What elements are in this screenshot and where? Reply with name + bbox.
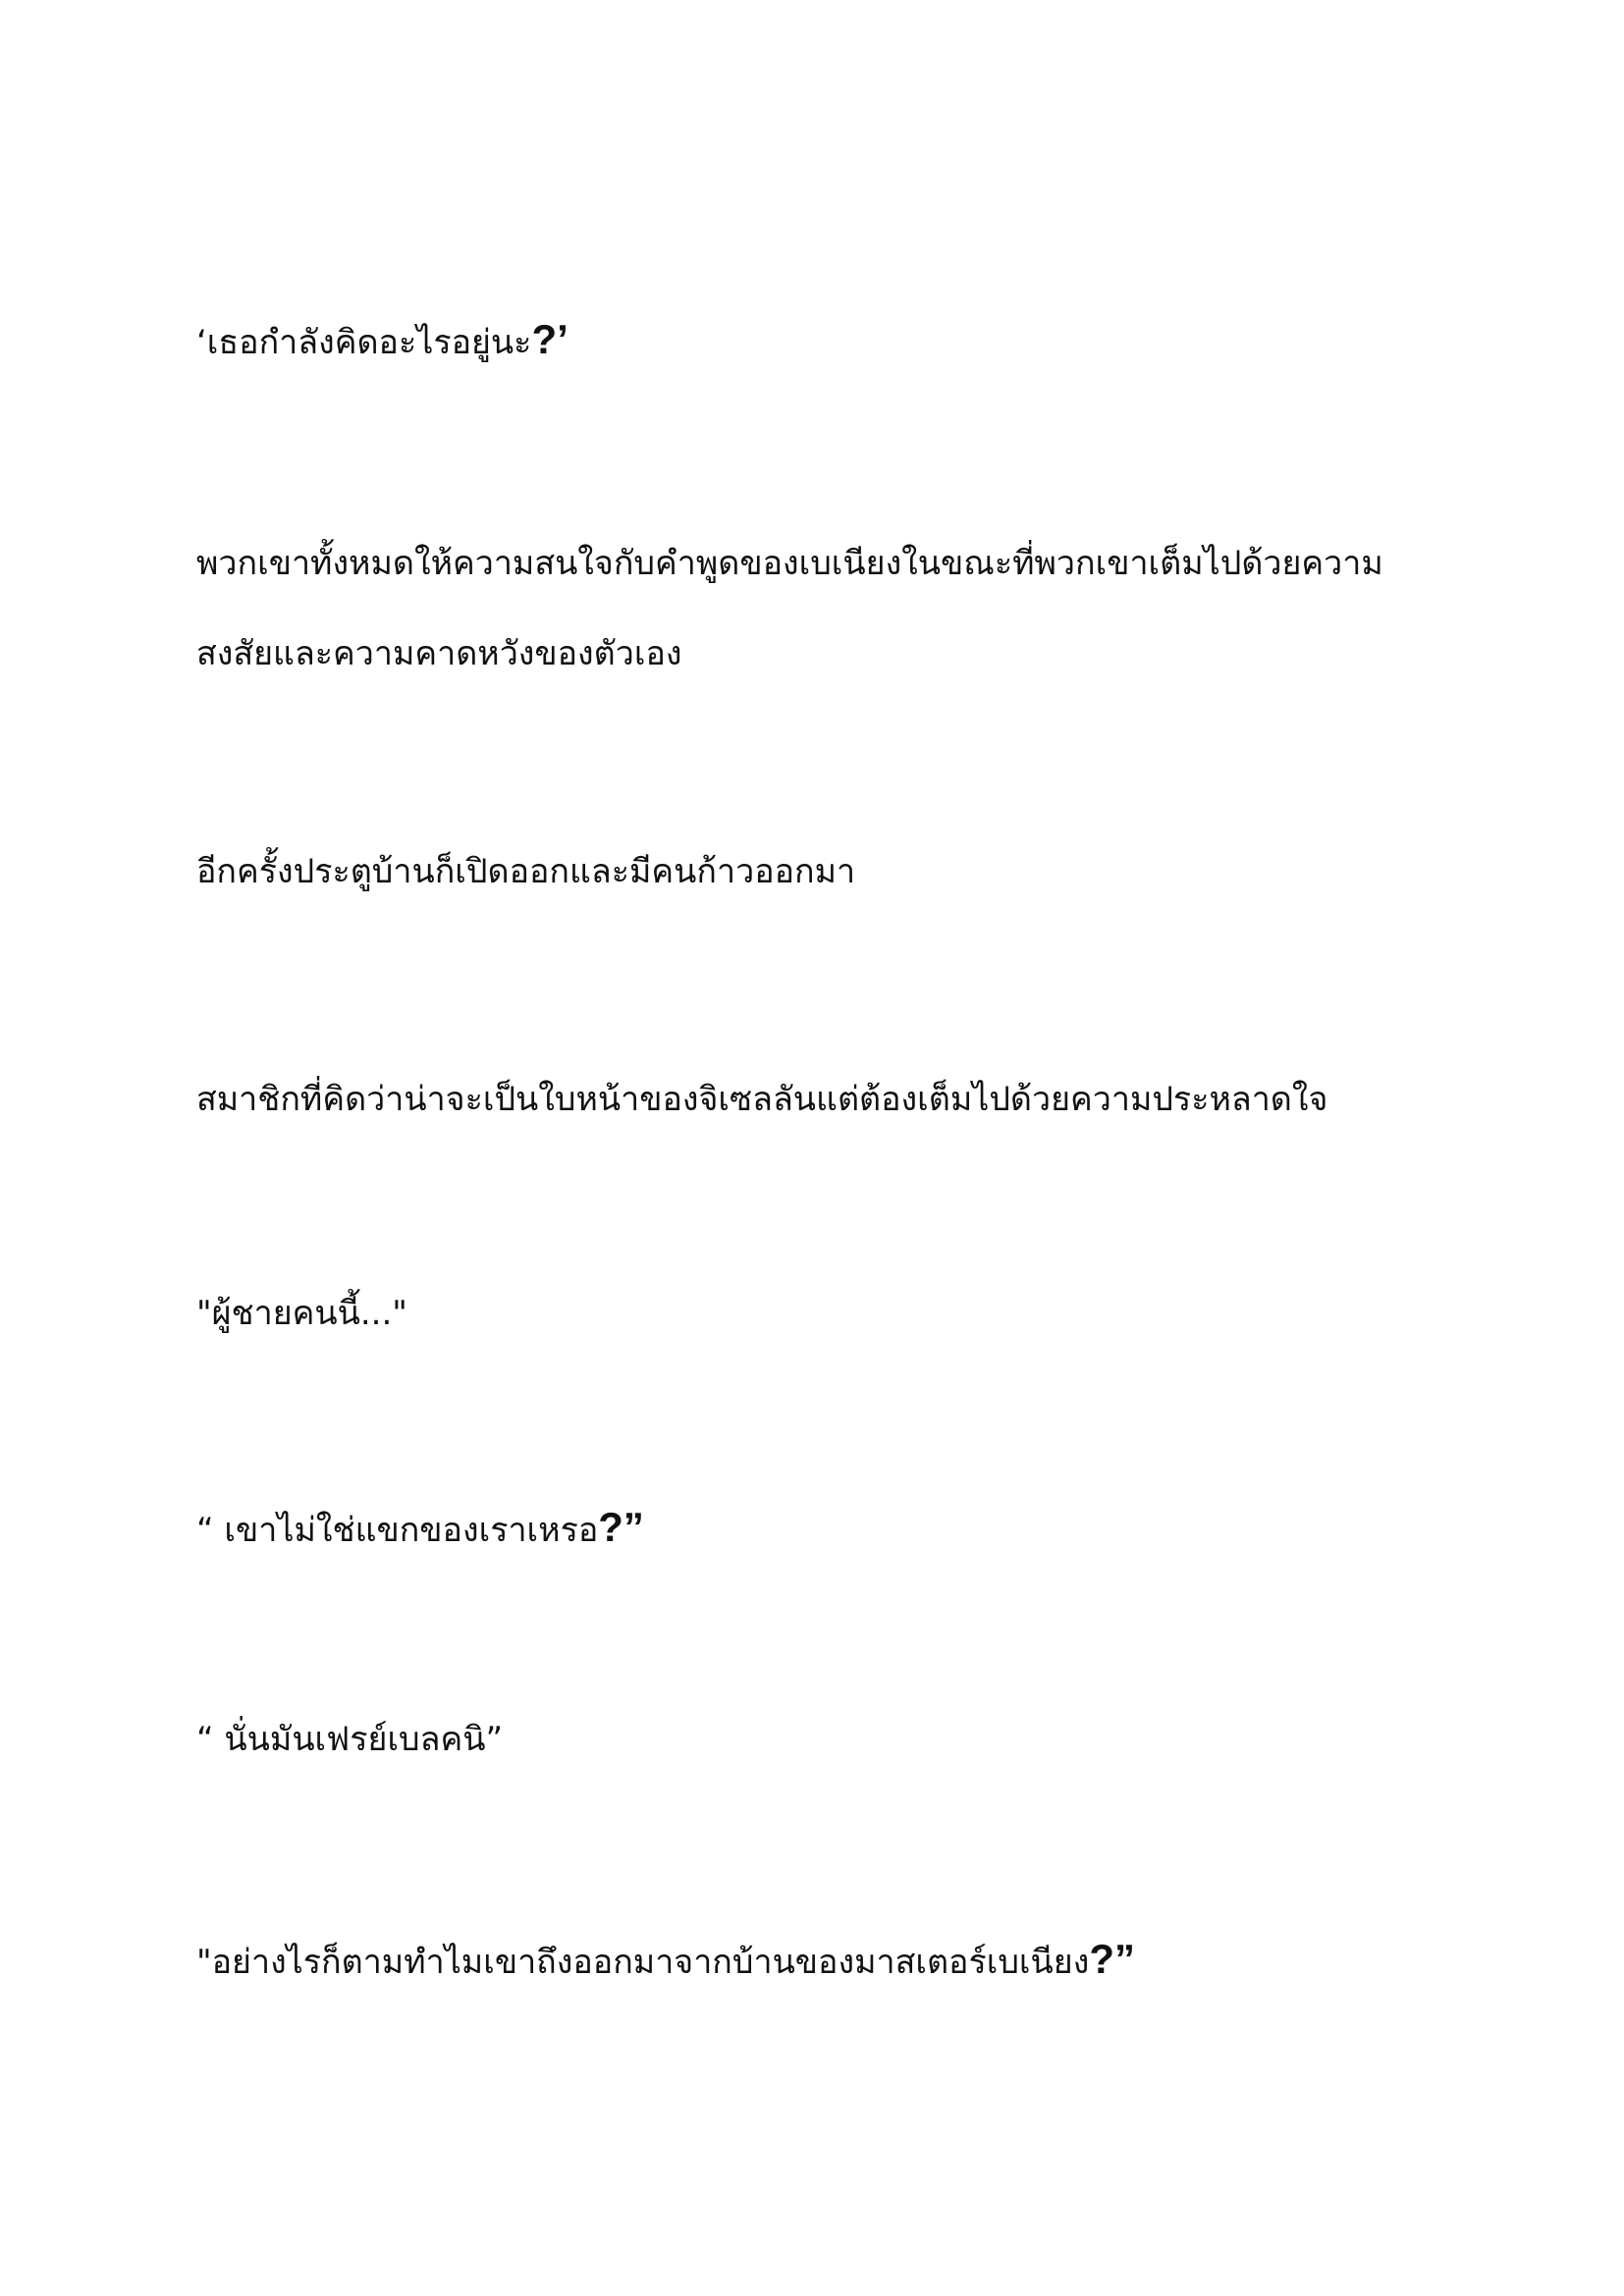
paragraph-4-line-1: สมาชิกที่คิดว่าน่าจะเป็นใบหน้าของจิเซลลันแต่ต้องเต็มไปด้วยความประหลาดใจ	[196, 1080, 1328, 1119]
paragraph-5-line-1: "ผู้ชายคนนี้..."	[196, 1294, 407, 1333]
paragraph-6	[196, 1482, 1434, 1575]
paragraph-8-line-1	[196, 1914, 1434, 2007]
paragraph-8-question-mark: ?”	[1089, 1936, 1135, 1982]
paragraph-7	[196, 1694, 1434, 1785]
paragraph-2-line-1: พวกเขาทั้งหมดให้ความสนใจกับคำพูดของเบเนียงในขณะที่พวกเขาเต็มไปด้วยความ	[196, 544, 1383, 583]
paragraph-1-line-1	[196, 294, 1434, 388]
paragraph-2-line-2: สงสัยและความคาดหวังของตัวเอง	[196, 634, 682, 673]
paragraph-6-question-mark: ?”	[598, 1504, 644, 1550]
paragraph-3	[196, 827, 1434, 917]
paragraph-3-line-1: อีกครั้งประตูบ้านก็เปิดออกและมีคนก้าวออกมา	[196, 852, 856, 891]
paragraph-4	[196, 1054, 1434, 1145]
paragraph-7-line-1: “ นั่นมันเฟรย์เบลคนิ”	[196, 1720, 504, 1759]
paragraph-5	[196, 1268, 1434, 1359]
paragraph-6-text: “ เขาไม่ใช่แขกของเราเหรอ	[196, 1511, 599, 1550]
paragraph-1-question-mark: ?’	[531, 316, 568, 362]
paragraph-2	[196, 518, 1434, 699]
paragraph-1	[196, 294, 1434, 388]
paragraph-8-text: "อย่างไรก็ตามทำไมเขาถึงออกมาจากบ้านของมาสเตอร์เบเนียง	[196, 1943, 1090, 1982]
paragraph-8	[196, 1914, 1434, 2007]
paragraph-6-line-1	[196, 1482, 1434, 1575]
paragraph-1-text: ‘เธอกำลังคิดอะไรอยู่นะ	[196, 323, 532, 362]
